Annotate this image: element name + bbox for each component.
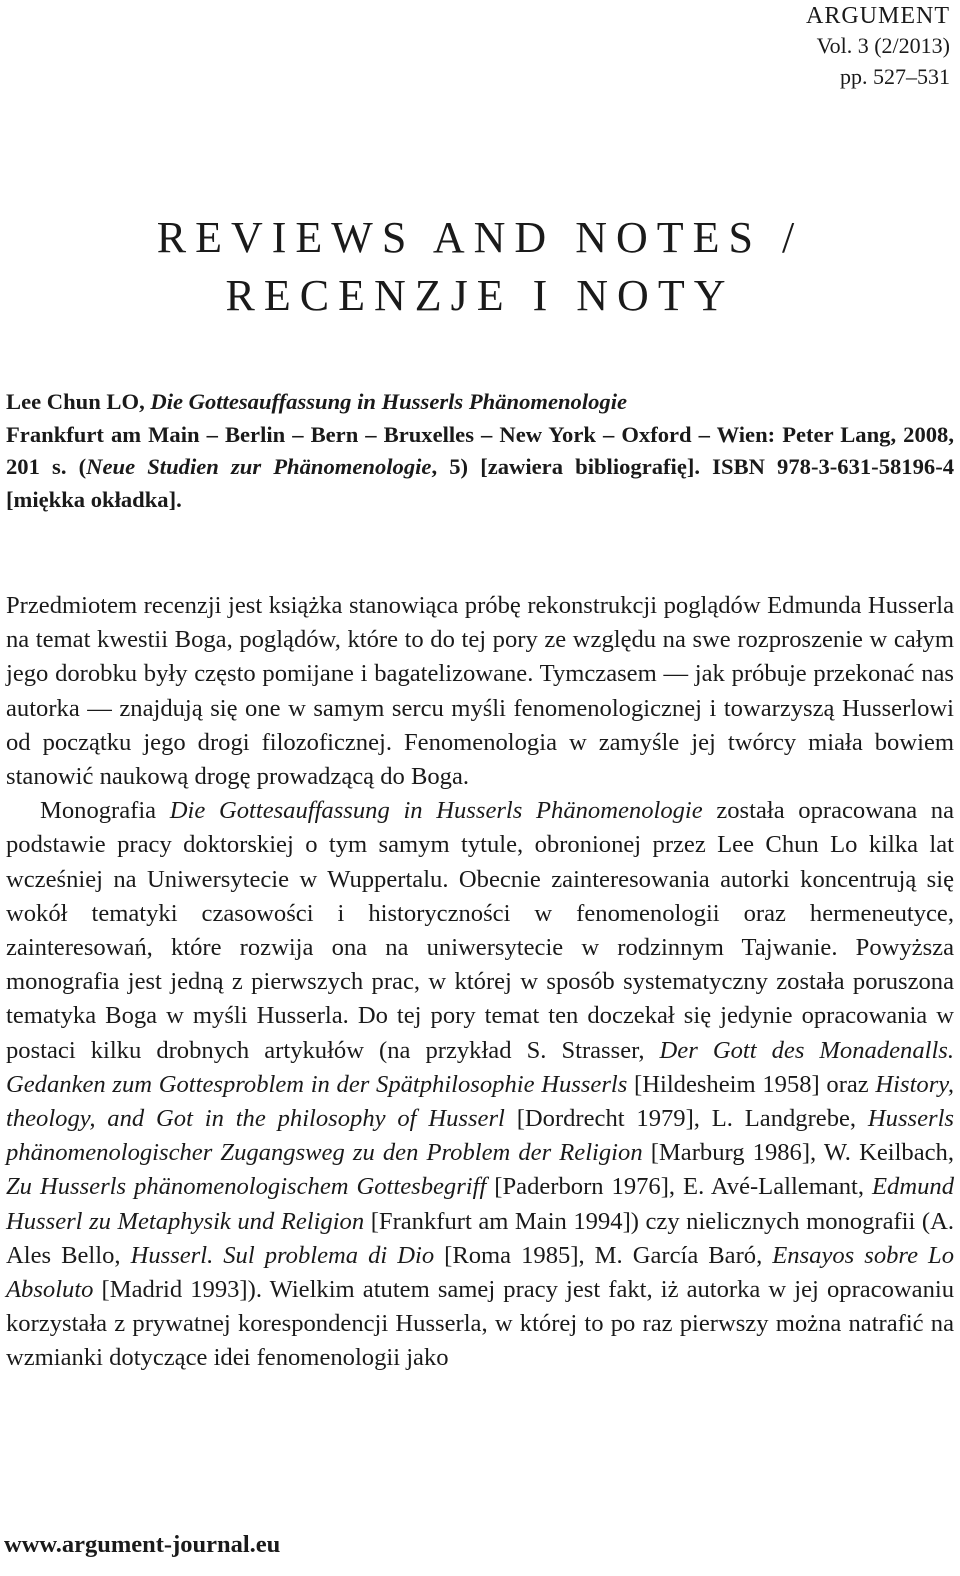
paragraph-2-text: [Dordrecht 1979], L. Landgrebe, xyxy=(504,1105,868,1133)
citation-heading xyxy=(6,386,954,419)
section-title-line2: RECENZJE I NOTY xyxy=(225,271,735,321)
paragraph-2-text: [Paderborn 1976], E. Avé-Lallemant, xyxy=(486,1173,873,1201)
citation-details: , 5) [zawiera bibliografię]. ISBN 978-3-631-58196-4 [miękka okładka]. xyxy=(6,454,955,512)
cited-title: Ensayos sobre Lo Absoluto xyxy=(6,1241,954,1304)
journal-masthead xyxy=(806,2,950,92)
paragraph-2-text: [Hildesheim 1958] oraz xyxy=(627,1070,876,1098)
cited-title: Der Gott des Monadenalls. Gedanken zum Gottesproblem in der Spätphilosophie Husserls xyxy=(6,1036,955,1098)
paragraph-2-text: Monografia xyxy=(40,797,170,825)
paragraph-2-text: [Roma 1985], M. García Baró, xyxy=(434,1241,773,1269)
citation-book-title: Die Gottesauffassung in Husserls Phänomenologie xyxy=(150,389,628,414)
paragraph-2-text: została opracowana na podstawie pracy doktorskiej o tym samym tytule, obronionej przez Lee Chun Lo kilka lat wcześniej na Uniwersytecie w Wuppertalu. Obecnie zainteresowania autorki koncentrują się wokół tematyki czasowości i historyczności w fenomenologii oraz hermeneutyce, zainteresowań, które rozwija ona na uniwersytecie w rodzinnym Tajwanie. Powyższa monografia jest jedną z pierwszych prac, w której w sposób systematyczny została poruszona tematyka Boga w myśli Husserla. Do tej pory temat ten doczekał się jedynie opracowania w postaci kilku drobnych artykułów (na przykład S. Strasser, xyxy=(6,797,954,1064)
citation-series-title: Neue Studien zur Phänomenologie xyxy=(86,454,432,479)
journal-pages: pp. 527–531 xyxy=(840,64,950,89)
cited-title: Die Gottesauffassung in Husserls Phänomenologie xyxy=(169,797,703,825)
journal-website-url: www.argument-journal.eu xyxy=(4,1531,281,1558)
journal-volume: Vol. 3 (2/2013) xyxy=(816,33,950,58)
cited-title: Husserls phänomenologischer Zugangsweg zu den Problem der Religion xyxy=(6,1105,954,1167)
citation-author: Lee Chun LO, xyxy=(6,389,151,414)
cited-title: Husserl. Sul problema di Dio xyxy=(130,1241,435,1269)
review-body xyxy=(6,589,954,1376)
paragraph-1: Przedmiotem recenzji jest książka stanowiąca próbę rekonstrukcji poglądów Edmunda Husserla na temat kwestii Boga, poglądów, które to do tej pory ze względu na swe rozproszenie w całym jego dorobku były często pomijane i bagatelizowane. Tymczasem — jak próbuje przekonać nas autorka — znajdują się one w samym sercu myśli fenomenologicznej i towarzyszą Husserlowi od początku jego drogi filozoficznej. Fenomenologia w zamyśle jej twórcy miała bowiem stanowić naukową drogę prowadzącą do Boga. xyxy=(6,592,954,791)
cited-title: Zu Husserls phänomenologischem Gottesbegriff xyxy=(6,1173,487,1201)
journal-name: ARGUMENT xyxy=(806,3,950,29)
cited-title: Edmund Husserl zu Metaphysik und Religion xyxy=(6,1173,955,1235)
section-title-line1: REVIEWS AND NOTES / xyxy=(156,213,804,263)
book-citation xyxy=(6,386,954,516)
citation-publisher: Frankfurt am Main – Berlin – Bern – Bruxelles – New York – Oxford – Wien: Peter Lang, 2008, 201 s. ( xyxy=(6,421,954,479)
cited-title: History, theology, and Got in the philosophy of Husserl xyxy=(6,1070,954,1133)
paragraph-2-text: [Madrid 1993]). Wielkim atutem samej pracy jest fakt, iż autorka w jej opracowaniu korzystała z prywatnej korespondencji Husserla, w której to po raz pierwszy można natrafić na wzmianki dotyczące idei fenomenologii jako xyxy=(6,1276,954,1372)
paragraph-2-text: [Frankfurt am Main 1994]) czy nielicznych monografii (A. Ales Bello, xyxy=(6,1207,954,1269)
paragraph-2-text: [Marburg 1986], W. Keilbach, xyxy=(642,1139,954,1167)
citation-publication xyxy=(6,419,954,517)
section-title xyxy=(0,209,960,325)
paragraph-2 xyxy=(6,794,954,1375)
